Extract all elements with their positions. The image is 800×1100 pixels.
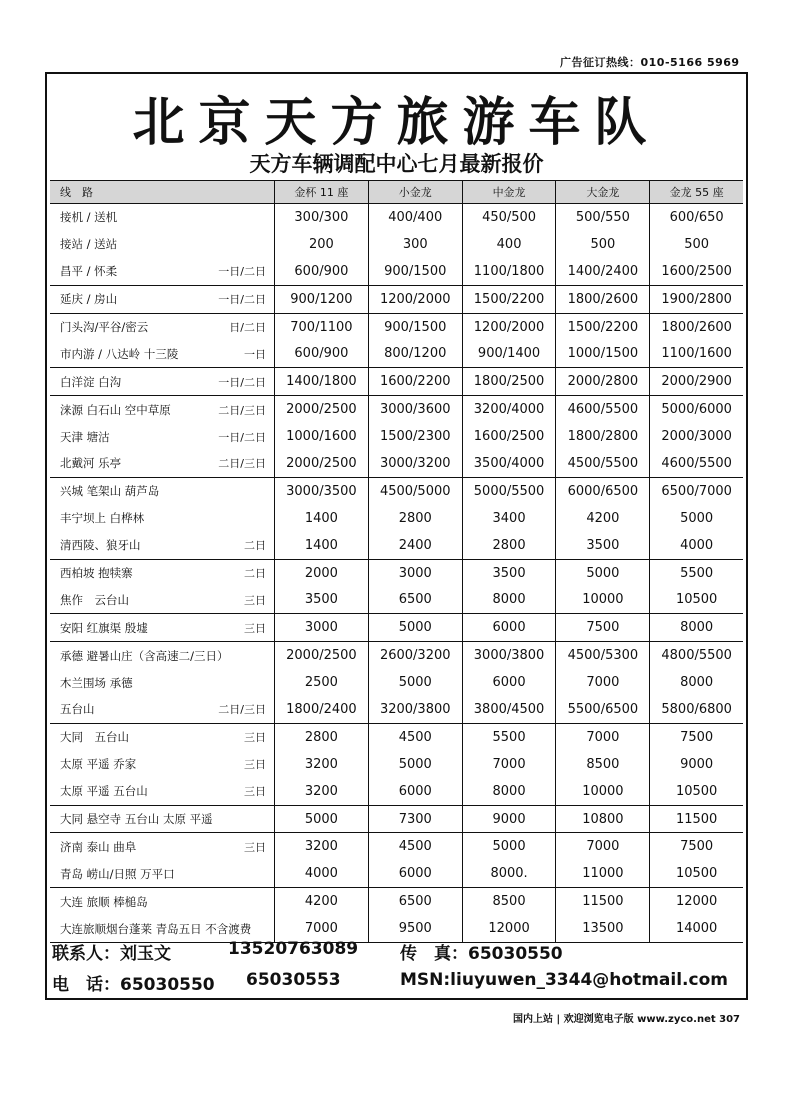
price-cell: 900/1400 bbox=[462, 340, 556, 367]
route-name: 太原 平遥 乔家 bbox=[60, 757, 137, 772]
contact-person: 联系人：刘玉文 bbox=[52, 944, 171, 964]
route-cell bbox=[50, 888, 275, 915]
route-name: 大同 悬空寺 五台山 太原 平遥 bbox=[60, 812, 213, 827]
price-cell: 10500 bbox=[650, 860, 743, 887]
table-row bbox=[50, 696, 743, 723]
price-cell: 2000/3000 bbox=[650, 423, 743, 450]
price-cell: 7500 bbox=[650, 833, 743, 860]
table-row bbox=[50, 505, 743, 532]
route-days: 日/二日 bbox=[229, 321, 266, 334]
price-cell: 11000 bbox=[556, 860, 650, 887]
route-cell bbox=[50, 805, 275, 833]
price-cell: 3800/4500 bbox=[462, 696, 556, 723]
contact-fax: 传 真：65030550 bbox=[400, 944, 563, 964]
route-cell bbox=[50, 614, 275, 642]
price-cell: 10000 bbox=[556, 586, 650, 613]
route-days: 二日/三日 bbox=[218, 457, 266, 471]
route-name: 大同 五台山 bbox=[60, 730, 129, 745]
footer-slogan: 欢迎浏览电子版 bbox=[563, 1014, 634, 1025]
route-cell bbox=[50, 833, 275, 860]
route-name: 天津 塘沽 bbox=[60, 429, 110, 444]
route-name: 兴城 笔架山 葫芦岛 bbox=[60, 484, 160, 499]
price-cell: 8500 bbox=[556, 751, 650, 778]
route-days: 一日/二日 bbox=[218, 293, 266, 307]
route-cell bbox=[50, 559, 275, 586]
price-cell: 1100/1800 bbox=[462, 258, 556, 285]
price-cell: 6500 bbox=[368, 586, 462, 613]
route-name: 济南 泰山 曲阜 bbox=[60, 839, 137, 854]
price-cell: 400 bbox=[462, 231, 556, 258]
table-row bbox=[50, 805, 743, 833]
price-cell: 1800/2500 bbox=[462, 368, 556, 396]
table-row bbox=[50, 231, 743, 258]
footer-page-number: 307 bbox=[719, 1014, 740, 1025]
route-cell bbox=[50, 669, 275, 696]
table-row bbox=[50, 860, 743, 887]
route-cell bbox=[50, 285, 275, 313]
price-cell: 4800/5500 bbox=[650, 642, 743, 669]
route-name: 丰宁坝上 白桦林 bbox=[60, 511, 145, 526]
route-days: 三日 bbox=[244, 785, 266, 799]
price-cell: 500/550 bbox=[556, 204, 650, 231]
route-days: 三日 bbox=[244, 731, 266, 745]
route-name: 接站 / 送站 bbox=[60, 237, 118, 252]
header-xiaojinlong: 小金龙 bbox=[368, 181, 462, 204]
table-row bbox=[50, 532, 743, 559]
route-days: 二日 bbox=[244, 567, 266, 581]
route-name: 西柏坡 抱犊寨 bbox=[60, 566, 133, 581]
price-cell: 2000/2500 bbox=[275, 642, 369, 669]
price-cell: 2800 bbox=[462, 532, 556, 559]
route-cell bbox=[50, 860, 275, 887]
table-row bbox=[50, 642, 743, 669]
price-cell: 600/900 bbox=[275, 340, 369, 367]
price-cell: 8000. bbox=[462, 860, 556, 887]
price-cell: 7000 bbox=[556, 723, 650, 750]
price-cell: 3200 bbox=[275, 751, 369, 778]
price-cell: 4200 bbox=[275, 888, 369, 915]
route-cell bbox=[50, 313, 275, 340]
table-row bbox=[50, 396, 743, 423]
page-title: 北京天方旅游车队 bbox=[132, 93, 661, 153]
route-days: 一日/二日 bbox=[218, 265, 266, 279]
price-cell: 10800 bbox=[556, 805, 650, 833]
price-cell: 9500 bbox=[368, 915, 462, 942]
price-cell: 9000 bbox=[650, 751, 743, 778]
price-cell: 5500 bbox=[650, 559, 743, 586]
route-cell bbox=[50, 751, 275, 778]
price-cell: 4000 bbox=[275, 860, 369, 887]
route-cell bbox=[50, 505, 275, 532]
price-cell: 6000 bbox=[462, 614, 556, 642]
route-days: 三日 bbox=[244, 840, 266, 854]
route-cell bbox=[50, 204, 275, 231]
price-cell: 900/1500 bbox=[368, 258, 462, 285]
price-cell: 8000 bbox=[650, 614, 743, 642]
route-cell bbox=[50, 642, 275, 669]
price-cell: 5000/5500 bbox=[462, 477, 556, 504]
price-cell: 3000/3200 bbox=[368, 450, 462, 477]
route-days: 二日/三日 bbox=[218, 403, 266, 417]
price-table bbox=[50, 180, 743, 943]
price-cell: 500 bbox=[556, 231, 650, 258]
price-cell: 3000 bbox=[368, 559, 462, 586]
table-row bbox=[50, 340, 743, 367]
price-cell: 2800 bbox=[368, 505, 462, 532]
route-days: 一日 bbox=[244, 347, 266, 361]
route-name: 白洋淀 白沟 bbox=[60, 374, 122, 389]
price-cell: 200 bbox=[275, 231, 369, 258]
table-row bbox=[50, 669, 743, 696]
header-jinbei11: 金杯 11 座 bbox=[275, 181, 369, 204]
price-cell: 7500 bbox=[650, 723, 743, 750]
route-name: 承德 避暑山庄（含高速二/三日） bbox=[60, 648, 229, 663]
price-cell: 4200 bbox=[556, 505, 650, 532]
price-cell: 500 bbox=[650, 231, 743, 258]
price-cell: 3400 bbox=[462, 505, 556, 532]
route-cell bbox=[50, 450, 275, 477]
contact-msn: MSN:liuyuwen_3344@hotmail.com bbox=[400, 970, 728, 990]
table-row bbox=[50, 751, 743, 778]
route-name: 门头沟/平谷/密云 bbox=[60, 320, 149, 334]
price-cell: 10500 bbox=[650, 778, 743, 805]
price-cell: 7000 bbox=[556, 669, 650, 696]
route-cell bbox=[50, 778, 275, 805]
price-cell: 3200 bbox=[275, 778, 369, 805]
route-cell bbox=[50, 368, 275, 396]
price-cell: 7300 bbox=[368, 805, 462, 833]
price-cell: 1500/2200 bbox=[556, 313, 650, 340]
route-cell bbox=[50, 723, 275, 750]
price-cell: 4500 bbox=[368, 833, 462, 860]
price-cell: 4600/5500 bbox=[556, 396, 650, 423]
price-cell: 5000 bbox=[368, 614, 462, 642]
price-cell: 3500 bbox=[462, 559, 556, 586]
price-cell: 700/1100 bbox=[275, 313, 369, 340]
price-cell: 2600/3200 bbox=[368, 642, 462, 669]
price-cell: 4600/5500 bbox=[650, 450, 743, 477]
price-cell: 11500 bbox=[650, 805, 743, 833]
contact-mobile: 13520763089 bbox=[228, 939, 359, 959]
price-cell: 7000 bbox=[556, 833, 650, 860]
price-cell: 1400/1800 bbox=[275, 368, 369, 396]
footer-section: 国内上站 bbox=[513, 1014, 554, 1025]
price-frame bbox=[45, 72, 748, 1000]
route-cell bbox=[50, 586, 275, 613]
table-row bbox=[50, 559, 743, 586]
route-days: 一日/二日 bbox=[218, 375, 266, 389]
price-cell: 1600/2500 bbox=[462, 423, 556, 450]
table-row bbox=[50, 313, 743, 340]
price-cell: 8000 bbox=[462, 778, 556, 805]
price-cell: 1400 bbox=[275, 532, 369, 559]
price-cell: 7500 bbox=[556, 614, 650, 642]
route-name: 延庆 / 房山 bbox=[60, 292, 118, 307]
table-row bbox=[50, 888, 743, 915]
price-cell: 2000/2900 bbox=[650, 368, 743, 396]
price-cell: 10000 bbox=[556, 778, 650, 805]
price-cell: 6000 bbox=[368, 778, 462, 805]
price-cell: 300/300 bbox=[275, 204, 369, 231]
route-cell bbox=[50, 423, 275, 450]
page-footer bbox=[513, 1010, 740, 1025]
route-name: 青岛 崂山/日照 万平口 bbox=[60, 866, 175, 881]
page-subtitle: 天方车辆调配中心七月最新报价 bbox=[249, 152, 544, 176]
price-cell: 1900/2800 bbox=[650, 285, 743, 313]
price-cell: 300 bbox=[368, 231, 462, 258]
price-cell: 6500/7000 bbox=[650, 477, 743, 504]
price-cell: 5000 bbox=[650, 505, 743, 532]
ad-hotline: 广告征订热线：010-5166 5969 bbox=[560, 56, 740, 69]
price-cell: 3000/3600 bbox=[368, 396, 462, 423]
price-cell: 2000/2500 bbox=[275, 450, 369, 477]
price-cell: 5000/6000 bbox=[650, 396, 743, 423]
price-cell: 1600/2500 bbox=[650, 258, 743, 285]
contact-phone: 电 话：65030550 bbox=[52, 975, 215, 995]
price-cell: 1800/2400 bbox=[275, 696, 369, 723]
route-name: 北戴河 乐亭 bbox=[60, 456, 122, 471]
route-days: 一日/二日 bbox=[218, 430, 266, 444]
route-name: 太原 平遥 五台山 bbox=[60, 784, 148, 799]
price-cell: 4500/5300 bbox=[556, 642, 650, 669]
price-cell: 3200 bbox=[275, 833, 369, 860]
price-cell: 13500 bbox=[556, 915, 650, 942]
table-header-row bbox=[50, 181, 743, 204]
price-cell: 6000 bbox=[462, 669, 556, 696]
price-cell: 600/650 bbox=[650, 204, 743, 231]
route-days: 二日 bbox=[244, 539, 266, 553]
header-dajinlong: 大金龙 bbox=[556, 181, 650, 204]
price-cell: 4500/5500 bbox=[556, 450, 650, 477]
route-name: 清西陵、狼牙山 bbox=[60, 538, 141, 553]
price-cell: 3000/3800 bbox=[462, 642, 556, 669]
price-cell: 3000/3500 bbox=[275, 477, 369, 504]
route-name: 大连 旅顺 棒槌岛 bbox=[60, 894, 148, 909]
table-row bbox=[50, 258, 743, 285]
price-cell: 5000 bbox=[275, 805, 369, 833]
route-cell bbox=[50, 258, 275, 285]
price-cell: 1000/1600 bbox=[275, 423, 369, 450]
price-cell: 3500/4000 bbox=[462, 450, 556, 477]
price-cell: 3200/4000 bbox=[462, 396, 556, 423]
price-cell: 1200/2000 bbox=[462, 313, 556, 340]
price-cell: 800/1200 bbox=[368, 340, 462, 367]
contact-phone-2: 65030553 bbox=[246, 970, 341, 990]
price-cell: 9000 bbox=[462, 805, 556, 833]
header-zhongjinlong: 中金龙 bbox=[462, 181, 556, 204]
footer-separator: | bbox=[556, 1014, 561, 1025]
price-cell: 8500 bbox=[462, 888, 556, 915]
price-cell: 4500/5000 bbox=[368, 477, 462, 504]
route-cell bbox=[50, 340, 275, 367]
price-cell: 450/500 bbox=[462, 204, 556, 231]
price-cell: 1800/2600 bbox=[650, 313, 743, 340]
price-cell: 2000/2800 bbox=[556, 368, 650, 396]
price-cell: 3500 bbox=[275, 586, 369, 613]
price-cell: 1500/2300 bbox=[368, 423, 462, 450]
route-cell bbox=[50, 231, 275, 258]
table-row bbox=[50, 614, 743, 642]
table-row bbox=[50, 285, 743, 313]
route-cell bbox=[50, 532, 275, 559]
price-cell: 2800 bbox=[275, 723, 369, 750]
price-cell: 10500 bbox=[650, 586, 743, 613]
price-cell: 3000 bbox=[275, 614, 369, 642]
header-route: 线 路 bbox=[50, 181, 275, 204]
route-cell bbox=[50, 477, 275, 504]
footer-url: www.zyco.net bbox=[637, 1014, 716, 1025]
table-row bbox=[50, 423, 743, 450]
route-name: 昌平 / 怀柔 bbox=[60, 264, 118, 279]
table-row bbox=[50, 204, 743, 231]
price-cell: 900/1500 bbox=[368, 313, 462, 340]
table-row bbox=[50, 586, 743, 613]
table-row bbox=[50, 723, 743, 750]
table-row bbox=[50, 778, 743, 805]
price-cell: 12000 bbox=[650, 888, 743, 915]
price-cell: 1000/1500 bbox=[556, 340, 650, 367]
price-cell: 1500/2200 bbox=[462, 285, 556, 313]
price-cell: 6000 bbox=[368, 860, 462, 887]
price-cell: 8000 bbox=[650, 669, 743, 696]
price-cell: 2000/2500 bbox=[275, 396, 369, 423]
price-cell: 5000 bbox=[368, 751, 462, 778]
route-name: 安阳 红旗渠 殷墟 bbox=[60, 620, 148, 635]
route-cell bbox=[50, 396, 275, 423]
price-cell: 1400/2400 bbox=[556, 258, 650, 285]
price-cell: 1800/2800 bbox=[556, 423, 650, 450]
price-cell: 900/1200 bbox=[275, 285, 369, 313]
price-cell: 1200/2000 bbox=[368, 285, 462, 313]
price-cell: 7000 bbox=[275, 915, 369, 942]
price-cell: 7000 bbox=[462, 751, 556, 778]
price-cell: 5000 bbox=[462, 833, 556, 860]
price-cell: 5000 bbox=[556, 559, 650, 586]
price-cell: 6500 bbox=[368, 888, 462, 915]
price-table-body bbox=[50, 204, 743, 943]
price-cell: 5000 bbox=[368, 669, 462, 696]
price-cell: 1100/1600 bbox=[650, 340, 743, 367]
price-cell: 1600/2200 bbox=[368, 368, 462, 396]
price-cell: 4500 bbox=[368, 723, 462, 750]
price-cell: 11500 bbox=[556, 888, 650, 915]
price-cell: 3500 bbox=[556, 532, 650, 559]
table-row bbox=[50, 368, 743, 396]
route-name: 涞源 白石山 空中草原 bbox=[60, 402, 171, 417]
price-cell: 1800/2600 bbox=[556, 285, 650, 313]
table-row bbox=[50, 833, 743, 860]
price-cell: 5500/6500 bbox=[556, 696, 650, 723]
header-jinlong55: 金龙 55 座 bbox=[650, 181, 743, 204]
price-cell: 1400 bbox=[275, 505, 369, 532]
price-cell: 600/900 bbox=[275, 258, 369, 285]
route-name: 接机 / 送机 bbox=[60, 210, 118, 225]
route-days: 三日 bbox=[244, 593, 266, 607]
route-name: 大连旅顺烟台蓬莱 青岛五日 不含渡费 bbox=[60, 921, 252, 936]
route-name: 市内游 / 八达岭 十三陵 bbox=[60, 346, 179, 361]
route-days: 三日 bbox=[244, 621, 266, 635]
price-cell: 6000/6500 bbox=[556, 477, 650, 504]
route-name: 焦作 云台山 bbox=[60, 592, 129, 607]
route-name: 五台山 bbox=[60, 702, 95, 717]
price-cell: 12000 bbox=[462, 915, 556, 942]
price-cell: 4000 bbox=[650, 532, 743, 559]
price-cell: 5800/6800 bbox=[650, 696, 743, 723]
price-cell: 2000 bbox=[275, 559, 369, 586]
route-name: 木兰围场 承德 bbox=[60, 675, 133, 690]
route-days: 三日 bbox=[244, 758, 266, 772]
price-cell: 3200/3800 bbox=[368, 696, 462, 723]
price-cell: 400/400 bbox=[368, 204, 462, 231]
table-row bbox=[50, 477, 743, 504]
price-cell: 14000 bbox=[650, 915, 743, 942]
price-cell: 8000 bbox=[462, 586, 556, 613]
price-cell: 2500 bbox=[275, 669, 369, 696]
price-cell: 2400 bbox=[368, 532, 462, 559]
route-cell bbox=[50, 696, 275, 723]
route-days: 二日/三日 bbox=[218, 703, 266, 717]
table-row bbox=[50, 450, 743, 477]
price-cell: 5500 bbox=[462, 723, 556, 750]
